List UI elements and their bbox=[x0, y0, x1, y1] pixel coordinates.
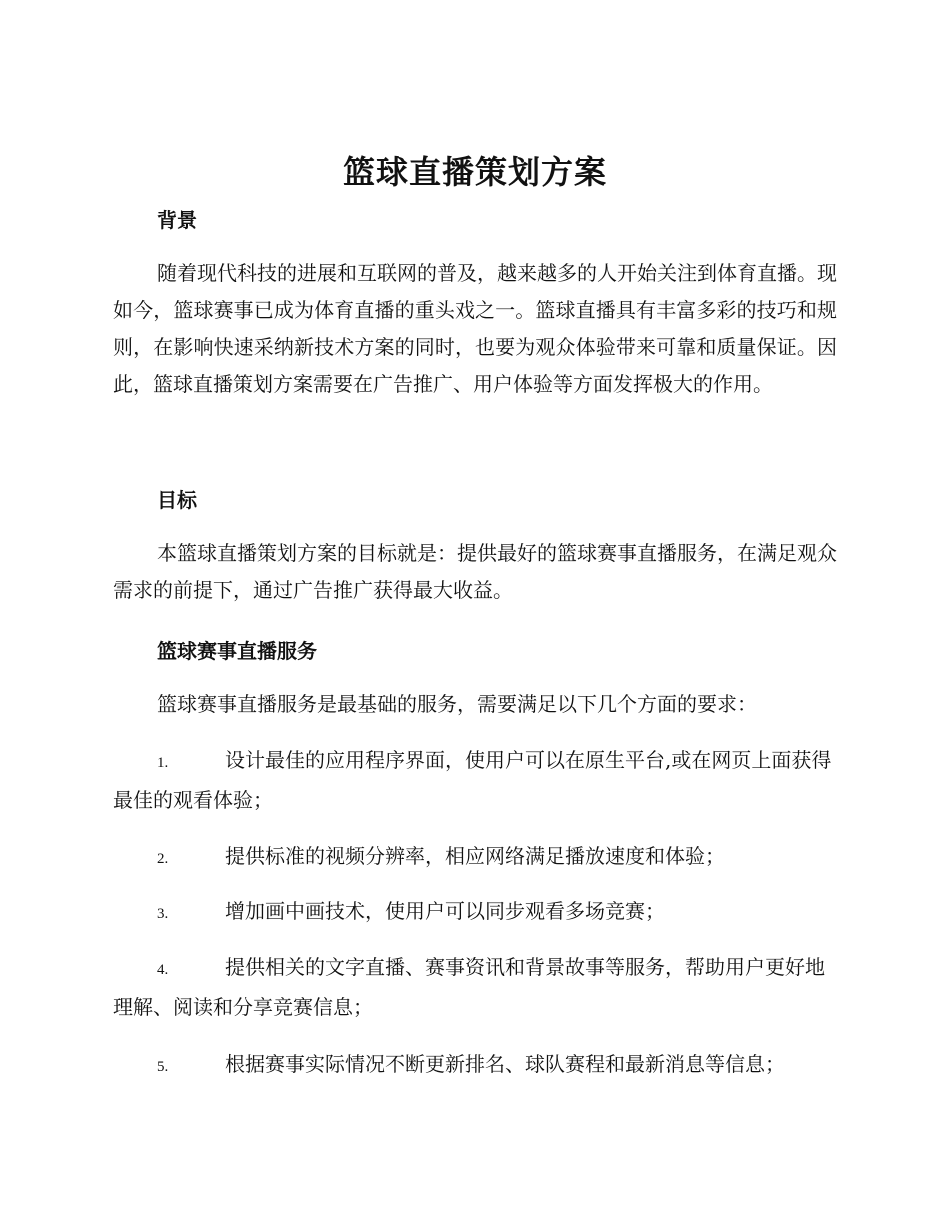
section-heading-goal: 目标 bbox=[157, 488, 197, 512]
list-item-number: 5. bbox=[157, 1059, 169, 1075]
list-item-text: 根据赛事实际情况不断更新排名、球队赛程和最新消息等信息； bbox=[225, 1052, 785, 1076]
list-item bbox=[113, 949, 837, 1026]
section-heading-service: 篮球赛事直播服务 bbox=[157, 639, 317, 663]
service-paragraph: 篮球赛事直播服务是最基础的服务，需要满足以下几个方面的要求： bbox=[157, 692, 757, 716]
list-item bbox=[113, 893, 837, 933]
list-item-text: 提供标准的视频分辨率，相应网络满足播放速度和体验； bbox=[225, 844, 725, 868]
list-item-number: 1. bbox=[157, 755, 169, 771]
page-title: 篮球直播策划方案 bbox=[342, 153, 607, 191]
goal-paragraph: 本篮球直播策划方案的目标就是：提供最好的篮球赛事直播服务，在满足观众需求的前提下，通过广告推广获得最大收益。 bbox=[113, 541, 837, 602]
list-item-number: 2. bbox=[157, 851, 169, 867]
section-heading-background: 背景 bbox=[157, 208, 197, 232]
list-item bbox=[113, 1046, 837, 1086]
list-item bbox=[113, 742, 837, 819]
list-item-number: 3. bbox=[157, 906, 169, 922]
list-item-text: 增加画中画技术，使用户可以同步观看多场竞赛； bbox=[225, 899, 665, 923]
list-item bbox=[113, 838, 837, 878]
list-item-number: 4. bbox=[157, 962, 169, 978]
background-paragraph: 随着现代科技的进展和互联网的普及，越来越多的人开始关注到体育直播。现如今，篮球赛事已成为体育直播的重头戏之一。篮球直播具有丰富多彩的技巧和规则，在影响快速采纳新技术方案的同时，也要为观众体验带来可靠和质量保证。因此，篮球直播策划方案需要在广告推广、用户体验等方面发挥极大的作用。 bbox=[113, 261, 837, 396]
list-item-text: 设计最佳的应用程序界面，使用户可以在原生平台,或在网页上面获得最佳的观看体验； bbox=[113, 748, 832, 812]
list-item-text: 提供相关的文字直播、赛事资讯和背景故事等服务，帮助用户更好地理解、阅读和分享竞赛信息； bbox=[113, 955, 825, 1019]
